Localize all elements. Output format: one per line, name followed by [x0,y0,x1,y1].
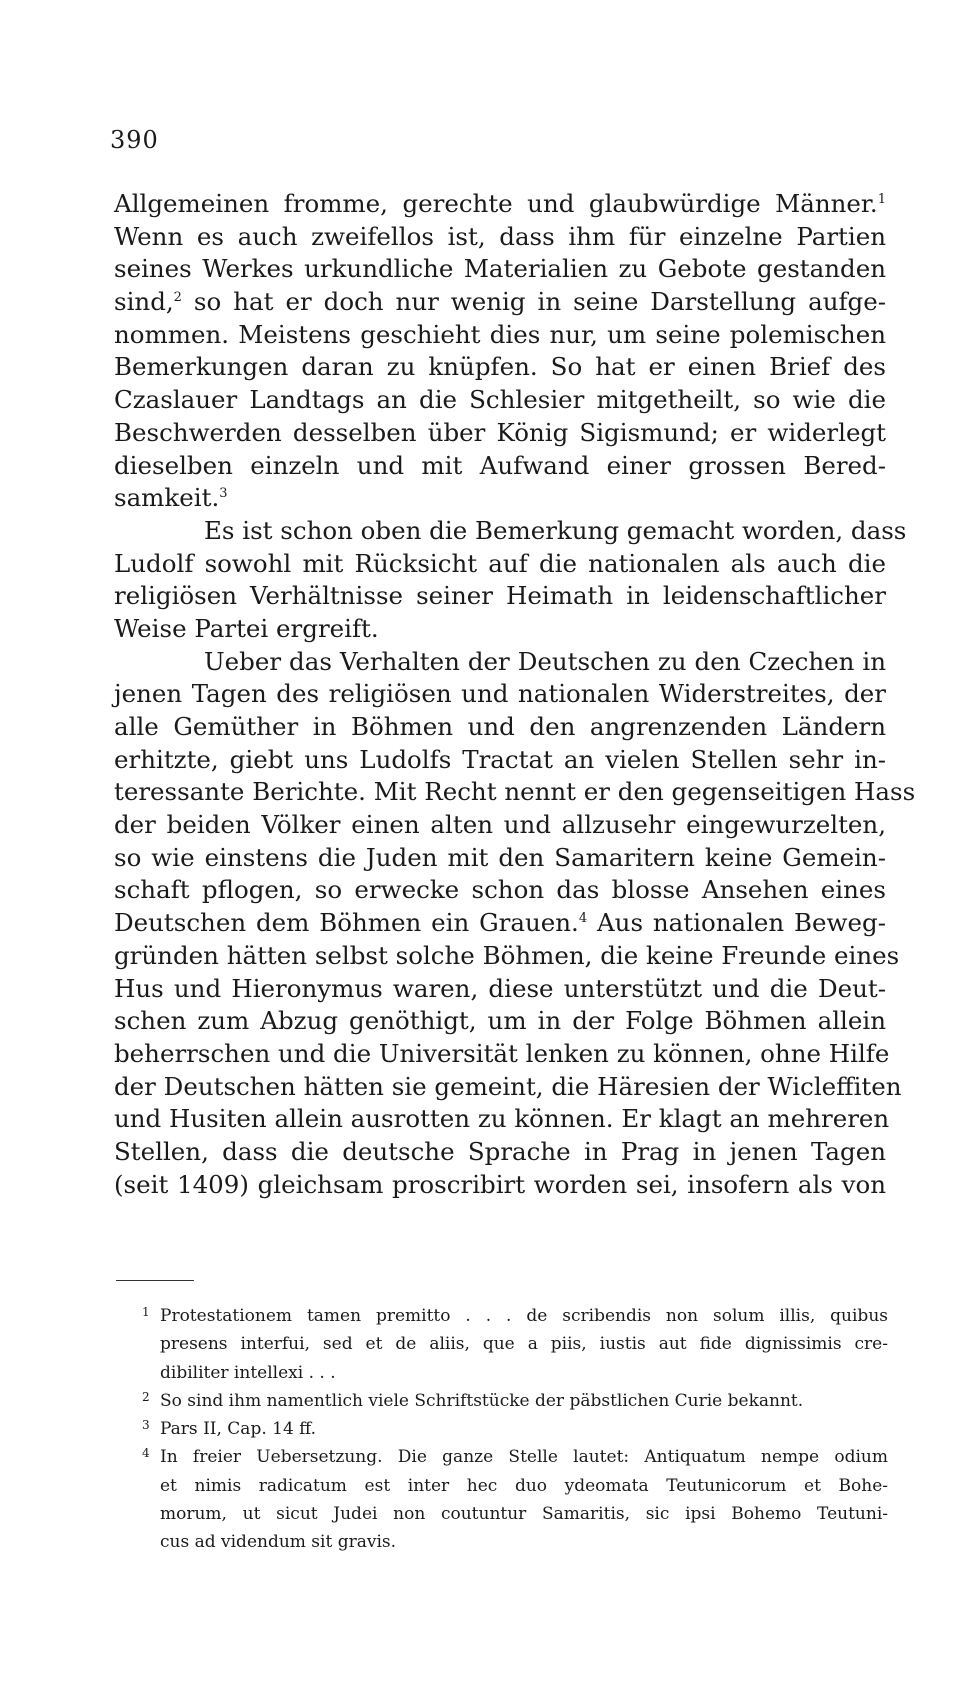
footnote-reference[interactable]: 2 [173,289,182,305]
footnote-separator [116,1280,194,1281]
text-line [114,646,886,679]
text-line [114,973,886,1006]
footnote-line [142,1302,888,1330]
text-line-content: alle Gemüther in Böhmen und den angrenzenden Ländern [114,712,886,741]
footnote-text: In freier Uebersetzung. Die ganze Stelle lautet: Antiquatum nempe odium [160,1447,888,1468]
footnote-text: presens interfui, sed et de aliis, que a piis, iustis aut fide dignissimis cre- [160,1334,888,1355]
text-line-content: dieselben einzeln und mit Aufwand einer grossen Bered- [114,450,886,480]
text-line-content: nommen. Meistens geschieht dies nur, um seine polemischen [114,319,886,349]
text-line-content: erhitzte, giebt uns Ludolfs Tractat an vielen Stellen sehr in- [114,744,886,774]
text-line [114,188,886,221]
text-line-content: so wie einstens die Juden mit den Samaritern keine Gemein- [114,842,886,872]
footnote-marker: 4 [142,1446,150,1461]
text-line-content: religiösen Verhältnisse seiner Heimath in leidenschaftlicher [114,581,886,611]
text-line [114,1038,890,1071]
text-line-content: Stellen, dass die deutsche Sprache in Prag in jenen Tagen [114,1136,886,1166]
footnote-text: Protestationem tamen premitto . . . de scribendis non solum illis, quibus [160,1306,888,1326]
text-line-content: schen zum Abzug genöthigt, um in der Folge Böhmen allein [114,1006,886,1036]
text-line-content: Weise Partei ergreift. [114,613,379,643]
text-line-content: schaft pflogen, so erwecke schon das blosse Ansehen eines [114,875,886,905]
text-line [114,1103,890,1136]
footnote-reference[interactable]: 4 [578,910,588,926]
text-line [114,384,886,417]
text-line [114,874,886,907]
text-line-content: Wenn es auch zweifellos ist, dass ihm für einzelne Partien [114,221,886,251]
text-line [114,940,900,973]
footnote-line [142,1528,888,1556]
text-line [114,548,886,581]
main-text [114,188,916,1201]
text-line [114,450,886,483]
text-line-content: gründen hätten selbst solche Böhmen, die keine Freunde eines [114,940,900,970]
footnote-text: Pars II, Cap. 14 ff. [160,1419,317,1440]
footnote-text: So sind ihm namentlich viele Schriftstücke der päbstlichen Curie bekannt. [160,1390,804,1411]
text-line [114,515,907,548]
text-line-content: samkeit. [114,483,220,513]
text-line-content: beherrschen und die Universität lenken zu können, ohne Hilfe [114,1038,890,1068]
footnotes [142,1302,888,1557]
text-line [114,319,886,352]
text-line [114,744,886,777]
text-line-content: jenen Tagen des religiösen und nationalen Widerstreites, der [114,679,886,709]
footnote-text: dibiliter intellexi . . . [160,1362,336,1383]
text-line [114,613,886,646]
text-line [114,1005,886,1038]
text-line-content: Allgemeinen fromme, gerechte und glaubwürdige Männer. [114,189,878,218]
text-line [114,580,886,613]
text-line-content: der beiden Völker einen alten und allzusehr eingewurzelten, [114,810,886,840]
footnote-reference[interactable]: 3 [219,486,228,502]
text-line-content: teressante Berichte. Mit Recht nennt er den gegenseitigen Hass [114,777,916,807]
text-line [114,221,886,254]
text-line-content: der Deutschen hätten sie gemeint, die Häresien der Wicleffiten [114,1071,902,1101]
footnote-line [142,1443,888,1471]
page-number: 390 [110,126,159,154]
text-line [114,417,886,450]
footnote-reference[interactable]: 1 [877,191,886,207]
footnote-marker: 2 [142,1389,150,1404]
footnote-line [142,1359,888,1387]
text-line-content: Ueber das Verhalten der Deutschen zu den Czechen in [204,646,886,676]
footnote-text: morum, ut sicut Judei non coutuntur Samaritis, sic ipsi Bohemo Teutuni- [160,1504,888,1525]
text-line [114,351,886,384]
text-line-content: Czaslauer Landtags an die Schlesier mitgetheilt, so wie die [114,385,886,415]
footnote-text: et nimis radicatum est inter hec duo ydeomata Teutunicorum et Bohe- [160,1475,888,1496]
text-line-content: Ludolf sowohl mit Rücksicht auf die nationalen als auch die [114,548,886,578]
text-line-content: so hat er doch nur wenig in seine Darstellung aufge- [181,287,886,317]
footnote-line [142,1330,888,1358]
text-line-content: sind, [114,287,174,317]
text-line [114,711,886,744]
footnote-line [142,1472,888,1500]
text-line [114,1169,886,1202]
footnote-text: cus ad videndum sit gravis. [160,1532,397,1553]
text-line [114,286,886,319]
text-line [114,907,886,940]
text-line [114,1071,902,1104]
text-line [114,678,886,711]
text-line [114,1136,886,1169]
text-line-content: Hus und Hieronymus waren, diese unterstützt und die Deut- [114,973,886,1003]
text-line-content: Aus nationalen Beweg- [587,908,886,938]
footnote-line [142,1415,888,1443]
text-line-content: seines Werkes urkundliche Materialien zu Gebote gestanden [114,254,886,284]
footnote-line [142,1387,888,1415]
text-line-content: Deutschen dem Böhmen ein Grauen. [114,908,579,938]
text-line-content: Es ist schon oben die Bemerkung gemacht worden, dass [204,515,907,545]
footnote-marker: 1 [142,1305,150,1319]
text-line [114,253,886,286]
text-line-content: Beschwerden desselben über König Sigismund; er widerlegt [114,417,886,447]
text-line-content: Bemerkungen daran zu knüpfen. So hat er einen Brief des [114,352,886,382]
text-line [114,482,886,515]
footnote-marker: 3 [142,1418,150,1433]
text-line [114,842,886,875]
text-line-content: und Husiten allein ausrotten zu können. Er klagt an mehreren [114,1104,890,1134]
text-line [114,809,886,842]
footnote-line [142,1500,888,1528]
text-line-content: (seit 1409) gleichsam proscribirt worden sei, insofern als von [114,1169,886,1199]
text-line [114,776,916,809]
